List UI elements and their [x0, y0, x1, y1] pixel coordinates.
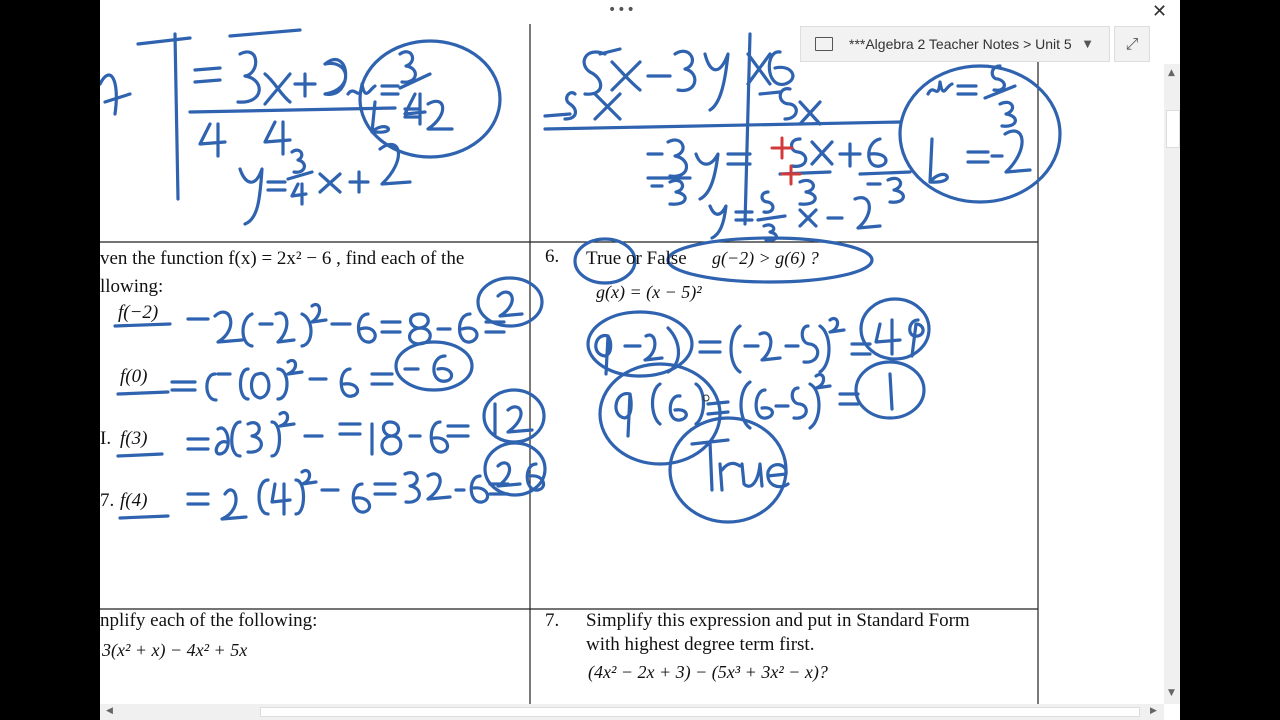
close-icon[interactable]: ✕ — [1152, 1, 1168, 22]
scroll-up-icon[interactable]: ▲ — [1168, 68, 1175, 78]
q4-item-4-prefix: 7. — [100, 490, 115, 511]
q4-item-2: f(0) — [120, 366, 148, 387]
q3-expression: 3(x² + x) − 4x² + 5x — [102, 640, 248, 660]
onenote-window — [100, 0, 1180, 720]
q6-prompt: True or False — [586, 248, 687, 269]
q7-expression: (4x² − 2x + 3) − (5x³ + 3x² − x)? — [588, 662, 828, 682]
horizontal-scrollbar[interactable] — [100, 704, 1164, 720]
q7-line1: Simplify this expression and put in Standard Form — [586, 610, 970, 631]
expand-icon[interactable]: ⤢ — [1114, 26, 1150, 62]
notebook-title: ***Algebra 2 Teacher Notes > Unit 5 — [849, 36, 1072, 52]
q4-item-3: f(3) — [120, 428, 148, 449]
q6-number: 6. — [545, 246, 560, 267]
q6-inequality: g(−2) > g(6) ? — [712, 248, 819, 268]
q4-item-1: f(−2) — [118, 302, 159, 323]
vertical-scrollbar[interactable] — [1164, 64, 1180, 704]
notebook-icon — [815, 37, 833, 51]
vertical-scroll-thumb[interactable] — [1166, 110, 1180, 148]
more-options-icon[interactable]: ••• — [608, 2, 636, 18]
q4-prompt-line1: ven the function f(x) = 2x² − 6 , find each of the — [100, 248, 465, 269]
scroll-down-icon[interactable]: ▼ — [1168, 688, 1175, 698]
q4-item-3-prefix: I. — [100, 428, 112, 449]
q7-number: 7. — [545, 610, 560, 631]
notebook-selector[interactable] — [800, 26, 1110, 62]
worksheet-grid — [100, 24, 1164, 704]
title-bar — [100, 0, 1180, 24]
q7-line2: with highest degree term first. — [586, 634, 815, 655]
horizontal-scroll-thumb[interactable] — [260, 707, 1140, 717]
page-canvas[interactable] — [100, 24, 1164, 704]
chevron-down-icon[interactable]: ▼ — [1083, 38, 1092, 50]
q4-item-4: f(4) — [120, 490, 148, 511]
q3-prompt: nplify each of the following: — [100, 610, 318, 631]
q4-prompt-line2: llowing: — [100, 276, 164, 297]
q6-function: g(x) = (x − 5)² — [596, 282, 702, 302]
scroll-left-icon[interactable]: ◀ — [106, 706, 113, 716]
scroll-right-icon[interactable]: ▶ — [1150, 706, 1157, 716]
